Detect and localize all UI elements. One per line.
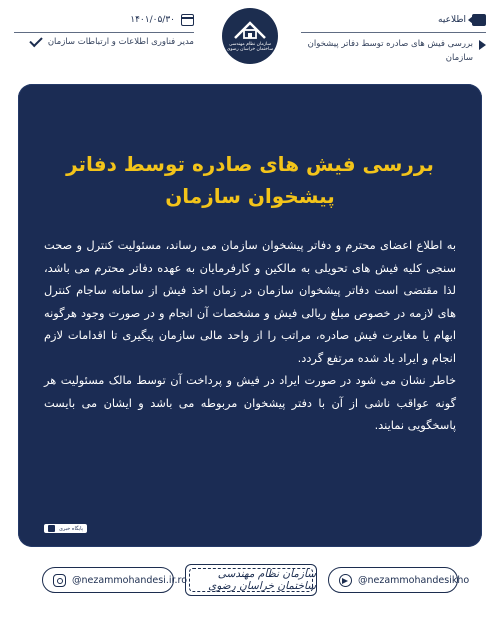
megaphone-icon <box>472 14 486 26</box>
title-line-2: پیشخوان سازمان <box>165 184 335 208</box>
triangle-bullet-icon <box>479 40 486 50</box>
publish-date: ۱۴۰۱/۰۵/۳۰ <box>130 15 175 25</box>
meta-header <box>14 14 194 47</box>
announcement-header <box>301 14 486 65</box>
body-paragraph-1: به اطلاع اعضای محترم و دفاتر پیشخوان سازمان می رساند، مسئولیت کنترل و صحت سنجی کلیه فیش های تحویلی به مالکین و کارفرمایان به عهده دفاتر محترم می باشد، لذا مقتضی است دفاتر پیشخوان سازمان در زمان اخذ فیش از سامانه ساجام کنترل های لازمه در خصوص مبلغ ریالی فیش و مشخصات آن انجام و در صورت وجود هرگونه ابهام یا مغایرت فیش صادره، مراتب را از واحد مالی سازمان پیگیری تا اقدامات لازم انجام و ایراد یاد شده مرتفع گردد. <box>44 238 456 365</box>
body-paragraph-2: خاطر نشان می شود در صورت ایراد در فیش و پرداخت آن توسط مالک مسئولیت هر گونه عواقب ناشی از آن با دفتر پیشخوان مربوطه می باشد و ایشان می بایست پاسخگویی نمایند. <box>44 373 456 432</box>
instagram-handle: @nezammohandesi.ir.ro <box>72 574 188 586</box>
announcement-tag: اطلاعیه <box>438 15 466 25</box>
news-icon <box>48 525 55 532</box>
instagram-link[interactable] <box>42 567 188 593</box>
announcement-card <box>18 84 482 547</box>
announcement-body <box>44 234 456 437</box>
calendar-icon <box>181 14 194 26</box>
instagram-icon <box>53 574 66 587</box>
organization-logo <box>222 8 278 64</box>
announcement-subtitle: بررسی فیش های صادره توسط دفاتر پیشخوان سازمان <box>307 39 473 63</box>
organization-signature <box>185 564 317 596</box>
telegram-link[interactable] <box>328 567 470 593</box>
telegram-handle: @nezammohandesikho <box>358 574 470 586</box>
author-label: مدیر فناوری اطلاعات و ارتباطات سازمان <box>47 37 194 47</box>
logo-text: سازمان نظام مهندسی ساختمان خراسان رضوی <box>226 42 274 52</box>
header <box>0 0 500 80</box>
building-logo-icon <box>233 20 267 40</box>
divider <box>301 32 486 33</box>
telegram-icon <box>339 574 352 587</box>
title-line-1: بررسی فیش های صادره توسط دفاتر <box>66 152 434 176</box>
divider <box>14 32 194 33</box>
announcement-title <box>18 148 482 212</box>
footer <box>0 555 500 625</box>
checkmark-icon <box>29 34 42 47</box>
signature-text: سازمان نظام مهندسی ساختمان خراسان رضوی <box>208 568 316 592</box>
news-badge <box>44 524 87 533</box>
news-badge-label: پایگاه خبری <box>59 525 84 532</box>
